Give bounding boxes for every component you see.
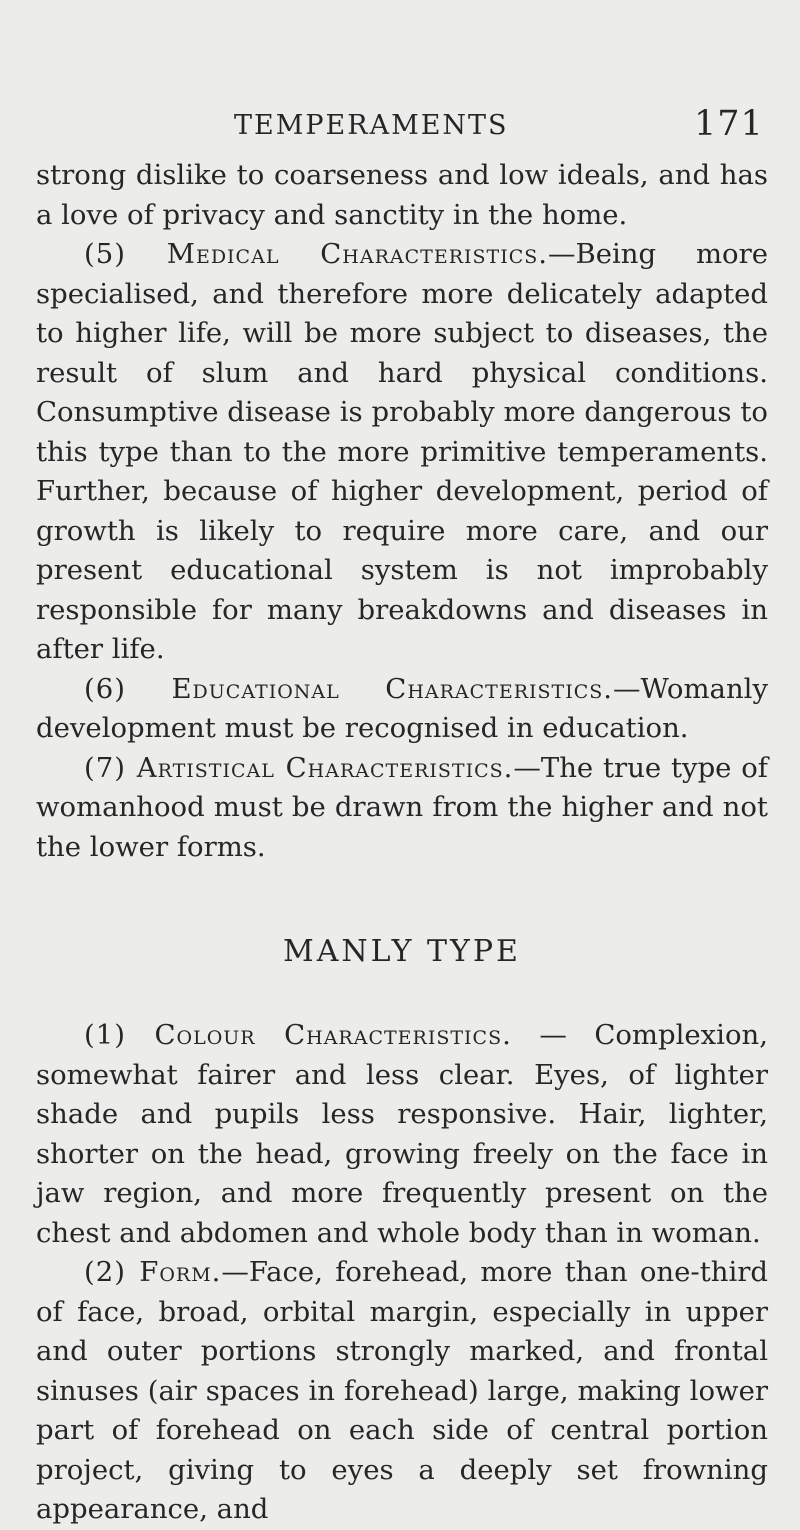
paragraph-text: —Face, forehead, more than one-third of face, broad, orbital margin, especially in upper and outer portions strongly marked, and frontal sinuses (air spaces in forehead) large, making lower part of forehead on each side of central portion project, giving to eyes a deeply set frowning appearance, and xyxy=(36,1256,769,1525)
paragraph xyxy=(36,1016,768,1253)
paragraph-heading: (5) Medical Characteristics. xyxy=(84,238,549,270)
paragraph xyxy=(36,235,768,670)
paragraph-heading: (1) Colour Characteristics. xyxy=(84,1019,512,1051)
paragraph xyxy=(36,749,768,868)
paragraph xyxy=(36,1253,768,1530)
body-text xyxy=(36,156,768,1530)
paragraph-heading: (2) Form. xyxy=(84,1256,222,1288)
paragraph xyxy=(36,670,768,749)
paragraph-heading: (6) Educational Characteristics. xyxy=(84,672,614,705)
paragraph-heading: (7) Artistical Characteristics. xyxy=(84,751,514,784)
paragraph-text: —Womanly development must be recognised in education. xyxy=(36,672,768,744)
page-number: 171 xyxy=(694,104,764,144)
section-title: MANLY TYPE xyxy=(283,934,521,969)
running-head: TEMPERAMENTS xyxy=(234,110,509,141)
paragraph-text: —The true type of womanhood must be drawn from the higher and not the lower forms. xyxy=(36,751,768,863)
paragraph-text: —Being more specialised, and therefore more delicately adapted to higher life, will be more subject to diseases, the result of slum and hard physical conditions. Consumptive disease is probably more dangerous to this type than to the more primitive temperaments. Further, because of higher development, period of growth is likely to require more care, and our present educational system is not improbably responsible for many breakdowns and diseases in after life. xyxy=(36,238,768,665)
page-header xyxy=(0,104,800,144)
paragraph-text: strong dislike to coarseness and low ideals, and has a love of privacy and sanctity in the home. xyxy=(36,159,768,231)
paragraph-text: — Complexion, somewhat fairer and less clear. Eyes, of lighter shade and pupils less responsive. Hair, lighter, shorter on the head, growing freely on the face in jaw region, and more frequently present on the chest and abdomen and whole body than in woman. xyxy=(36,1019,768,1249)
paragraph xyxy=(36,156,768,235)
